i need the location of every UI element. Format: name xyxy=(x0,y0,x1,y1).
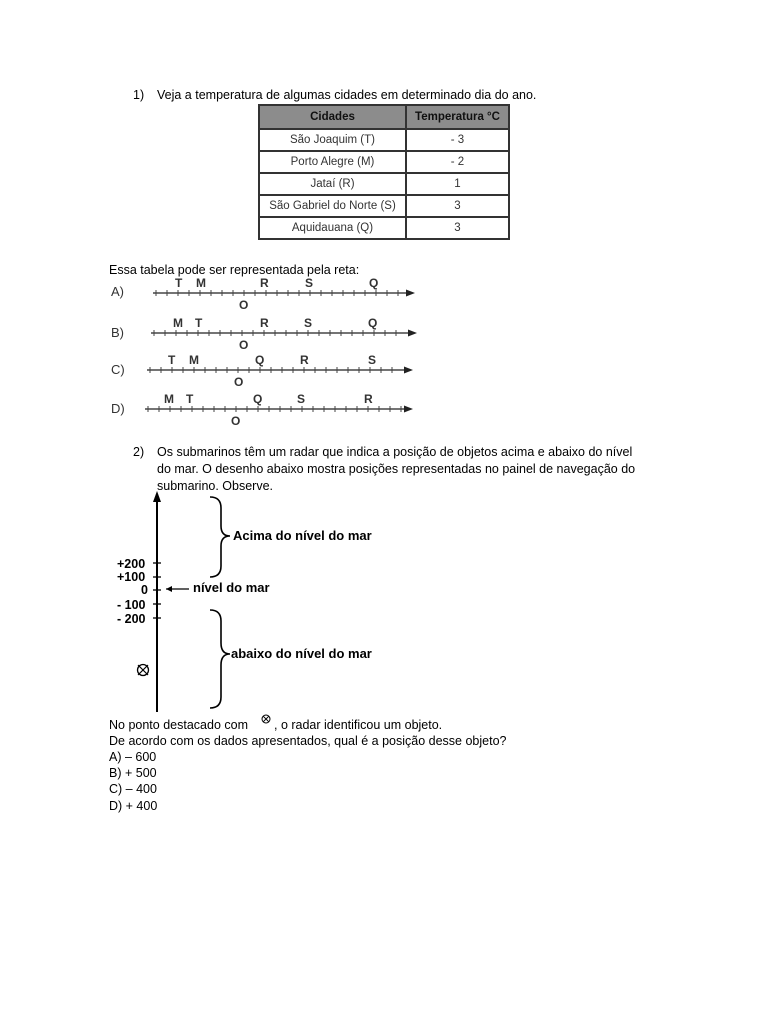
table-cell-city: Porto Alegre (M) xyxy=(259,151,406,173)
option-d-label: D) xyxy=(111,401,125,416)
depth-diagram xyxy=(138,491,271,723)
question-1-number: 1) xyxy=(133,88,145,102)
table-cell-temp: 3 xyxy=(406,217,509,239)
option-b-label: B) xyxy=(111,325,124,340)
number-line-point-label: S xyxy=(305,276,314,290)
number-line-point-label: R xyxy=(364,392,373,406)
question-2-number: 2) xyxy=(133,445,145,459)
table-cell-city: Aquidauana (Q) xyxy=(259,217,406,239)
table-cell-temp: 3 xyxy=(406,195,509,217)
number-line-point-label: R xyxy=(300,353,309,367)
number-line-point-label: T xyxy=(195,316,203,330)
question-2-text-line-1: Os submarinos têm um radar que indica a posição de objetos acima e abaixo do nível xyxy=(157,445,633,459)
number-line-point-label: M xyxy=(164,392,174,406)
below-brace xyxy=(210,610,230,708)
table-cell-temp: 1 xyxy=(406,173,509,195)
number-line-point-label: R xyxy=(260,276,269,290)
statement-before: No ponto destacado com xyxy=(109,718,248,732)
option-a-label: A) xyxy=(111,284,124,299)
below-sea-level-label: abaixo do nível do mar xyxy=(231,646,372,661)
answer-b: B) + 500 xyxy=(109,766,157,780)
number-line-arrowhead xyxy=(406,290,415,297)
number-line-arrowhead xyxy=(404,367,413,374)
question-1-prompt: Essa tabela pode ser representada pela reta: xyxy=(109,263,360,277)
number-line-point-label: Q xyxy=(255,353,265,367)
question-2-text-line-3: submarino. Observe. xyxy=(157,479,274,493)
table-cell-city: São Gabriel do Norte (S) xyxy=(259,195,406,217)
above-brace xyxy=(210,497,230,577)
number-line-point-label: S xyxy=(297,392,306,406)
number-line-point-label: M xyxy=(173,316,183,330)
table-cell-temp: - 3 xyxy=(406,129,509,151)
number-line-point-label: Q xyxy=(369,276,379,290)
above-sea-level-label: Acima do nível do mar xyxy=(233,528,372,543)
question-1-text: Veja a temperatura de algumas cidades em determinado dia do ano. xyxy=(157,88,537,102)
number-line-point-label: M xyxy=(196,276,206,290)
number-line-point-label: Q xyxy=(253,392,263,406)
axis-label-minus-200: - 200 xyxy=(117,612,146,626)
table-header-temperature: Temperatura °C xyxy=(406,105,509,129)
option-c-label: C) xyxy=(111,362,125,377)
answer-a: A) – 600 xyxy=(109,750,157,764)
sea-level-label: nível do mar xyxy=(193,580,270,595)
statement-after: , o radar identificou um objeto. xyxy=(274,718,443,732)
number-line-point-label: R xyxy=(260,316,269,330)
inline-marker-icon xyxy=(262,715,270,723)
number-line-point-label: S xyxy=(368,353,377,367)
number-line-zero-label: O xyxy=(239,298,249,312)
question-2-text-line-2: do mar. O desenho abaixo mostra posições representadas no painel de navegação do xyxy=(157,462,636,476)
answer-c: C) – 400 xyxy=(109,782,157,796)
axis-label-plus-100: +100 xyxy=(117,570,146,584)
table-cell-city: Jataí (R) xyxy=(259,173,406,195)
number-line-point-label: S xyxy=(304,316,313,330)
object-marker-icon xyxy=(138,665,149,676)
number-line-zero-label: O xyxy=(239,338,249,352)
number-line-zero-label: O xyxy=(231,414,241,428)
table-header-cities: Cidades xyxy=(259,105,406,129)
number-line-point-label: Q xyxy=(368,316,378,330)
table-cell-city: São Joaquim (T) xyxy=(259,129,406,151)
sea-level-arrowhead xyxy=(166,586,172,592)
axis-label-plus-200: +200 xyxy=(117,557,146,571)
number-line-arrowhead xyxy=(404,406,413,413)
number-line-zero-label: O xyxy=(234,375,244,389)
number-line-point-label: T xyxy=(168,353,176,367)
number-line-arrowhead xyxy=(408,330,417,337)
table-cell-temp: - 2 xyxy=(406,151,509,173)
number-line-point-label: M xyxy=(189,353,199,367)
number-line-point-label: T xyxy=(175,276,183,290)
number-line-point-label: T xyxy=(186,392,194,406)
question-2-prompt: De acordo com os dados apresentados, qual é a posição desse objeto? xyxy=(109,734,507,748)
axis-label-minus-100: - 100 xyxy=(117,598,146,612)
answer-d: D) + 400 xyxy=(109,799,158,813)
axis-label-zero: 0 xyxy=(141,583,148,597)
